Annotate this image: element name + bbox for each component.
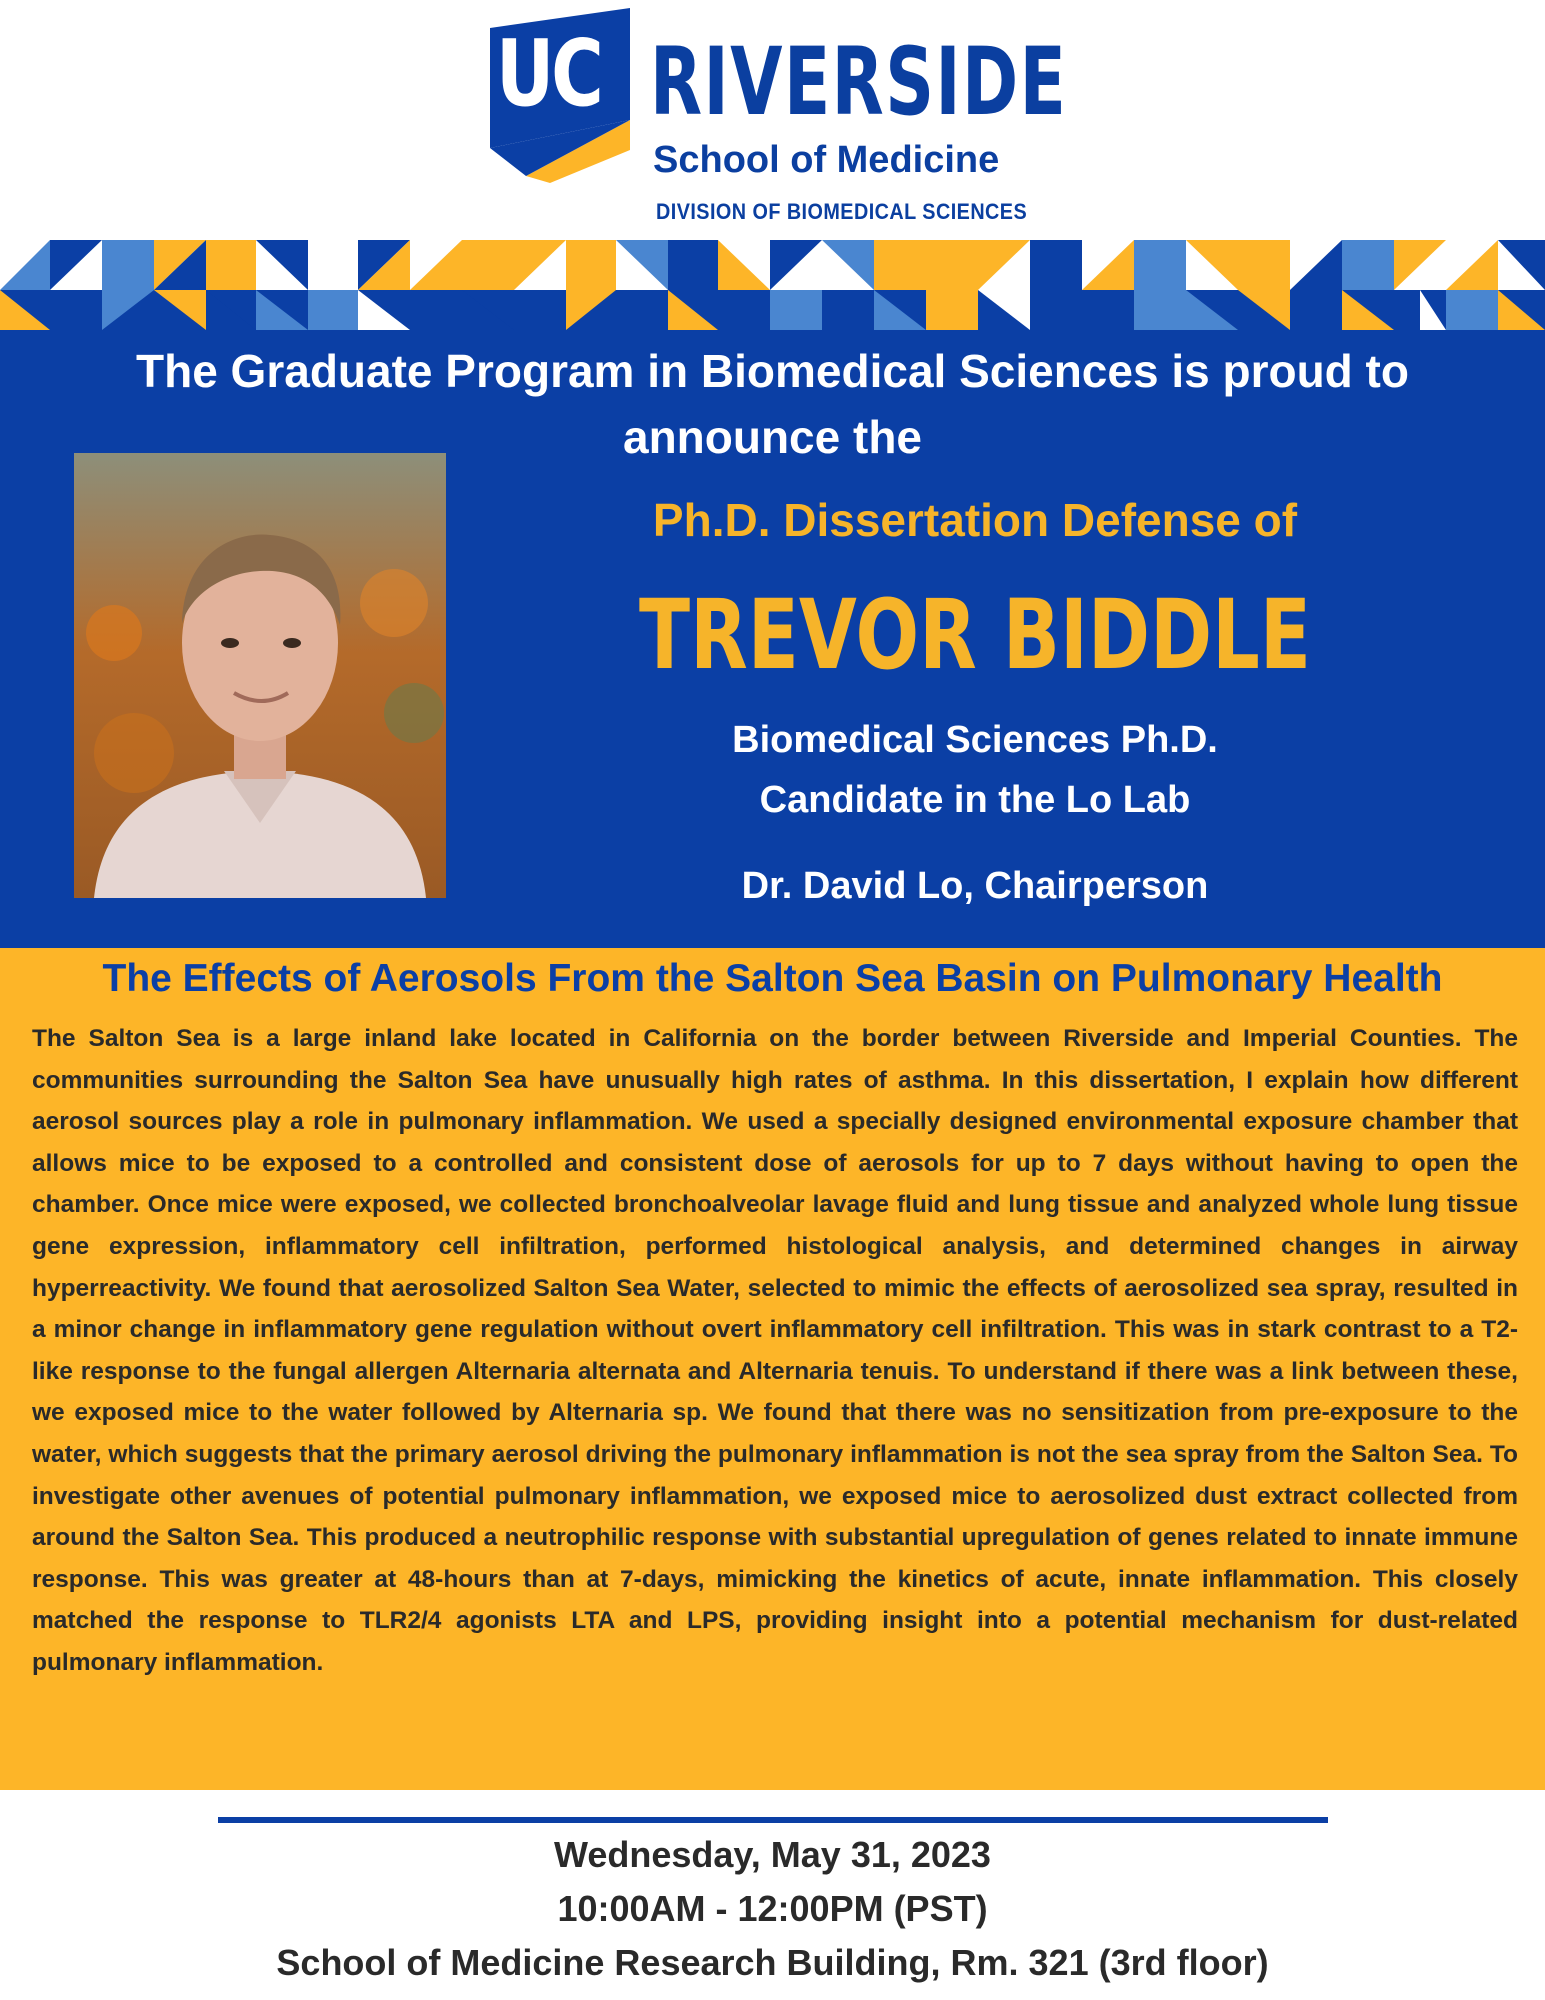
uc-wordmark: UC bbox=[496, 20, 601, 127]
announcement-heading bbox=[40, 338, 1505, 470]
school-of-medicine-label: School of Medicine bbox=[653, 139, 1000, 181]
announcement-line-1: The Graduate Program in Biomedical Sciences is proud to bbox=[136, 345, 1409, 397]
candidate-photo bbox=[74, 453, 446, 898]
geometric-pattern-band bbox=[0, 240, 1545, 330]
division-label: DIVISION OF BIOMEDICAL SCIENCES bbox=[656, 199, 1028, 224]
event-date: Wednesday, May 31, 2023 bbox=[554, 1834, 991, 1875]
defense-subtitle: Ph.D. Dissertation Defense of bbox=[652, 494, 1298, 546]
abstract-text: The Salton Sea is a large inland lake located in California on the border between Riverside and Imperial Counties. The communities surrounding the Salton Sea have unusually high rates of asthma. In this dissertation, I explain how different aerosol sources play a role in pulmonary inflammation. We used a specially designed environmental exposure chamber that allows mice to be exposed to a controlled and consistent dose of aerosols for up to 7 days without having to open the chamber. Once mice were exposed, we collected bronchoalveolar lavage fluid and lung tissue and analyzed whole lung tissue gene expression, inflammatory cell infiltration, performed histological analysis, and determined changes in airway hyperreactivity. We found that aerosolized Salton Sea Water, selected to mimic the effects of aerosolized sea spray, resulted in a minor change in inflammatory gene regulation without overt inflammatory cell infiltration. This was in stark contrast to a T2-like response to the fungal allergen Alternaria alternata and Alternaria tenuis. To understand if there was a link between these, we exposed mice to the water followed by Alternaria sp. We found that there was no sensitization from pre-exposure to the water, which suggests that the primary aerosol driving the pulmonary inflammation is not the sea spray from the Salton Sea. To investigate other avenues of potential pulmonary inflammation, we exposed mice to aerosolized dust extract collected from around the Salton Sea. This produced a neutrophilic response with substantial upregulation of genes related to innate immune response. This was greater at 48-hours than at 7-days, mimicking the kinetics of acute, innate inflammation. This closely matched the response to TLR2/4 agonists LTA and LPS, providing insight into a potential mechanism for dust-related pulmonary inflammation. bbox=[32, 1025, 1518, 1676]
ucr-logo bbox=[0, 0, 1545, 240]
announcement-line-2: announce the bbox=[622, 411, 923, 463]
candidate-name: TREVOR BIDDLE bbox=[638, 579, 1312, 691]
footer-divider bbox=[218, 1817, 1328, 1823]
candidate-program bbox=[495, 710, 1455, 830]
dissertation-title: The Effects of Aerosols From the Salton Sea Basin on Pulmonary Health bbox=[102, 957, 1443, 1000]
portrait-illustration bbox=[74, 453, 446, 898]
riverside-wordmark: RIVERSIDE bbox=[650, 28, 1068, 137]
program-line-1: Biomedical Sciences Ph.D. bbox=[732, 719, 1218, 761]
chairperson: Dr. David Lo, Chairperson bbox=[741, 865, 1209, 907]
event-location: School of Medicine Research Building, Rm. 321 (3rd floor) bbox=[276, 1942, 1269, 1983]
program-line-2: Candidate in the Lo Lab bbox=[759, 779, 1191, 821]
event-time: 10:00AM - 12:00PM (PST) bbox=[557, 1888, 988, 1929]
